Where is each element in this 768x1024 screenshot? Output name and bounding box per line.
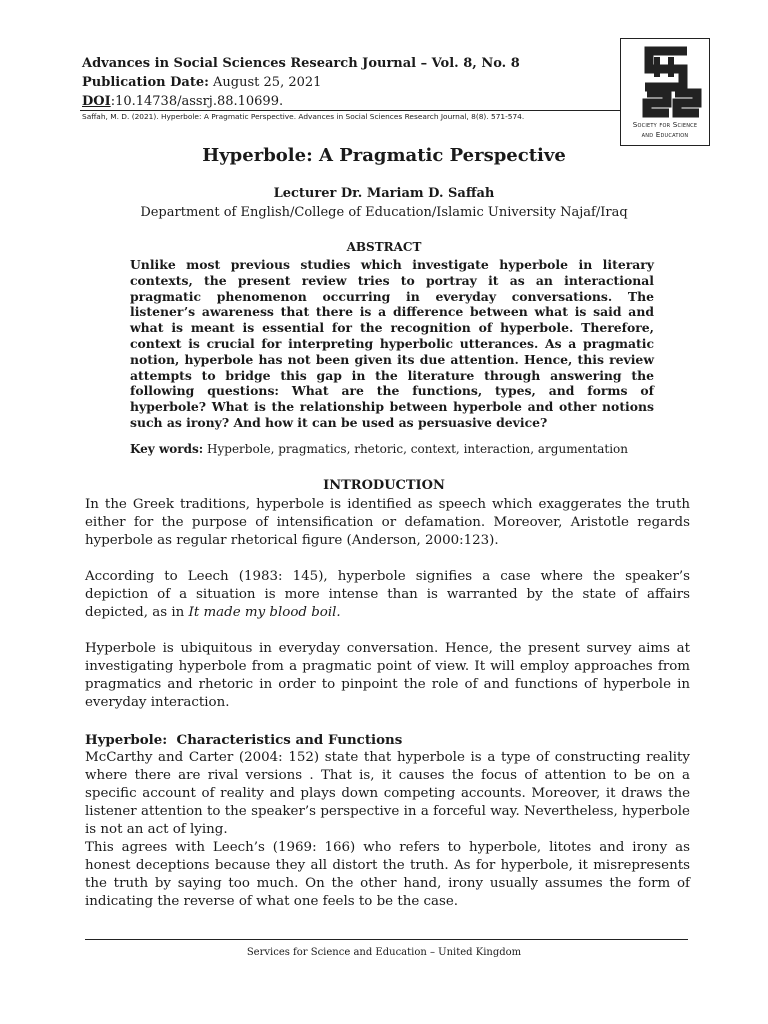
- keywords-label: Key words:: [130, 442, 204, 456]
- logo-caption: [621, 120, 709, 139]
- keywords-value: Hyperbole, pragmatics, rhetoric, context, interaction, argumentation: [207, 442, 629, 456]
- intro-paragraph-2-text: According to Leech (1983: 145), hyperbole signifies a case where the speaker’s depiction of a situation is more intense than is warranted by the state of affairs depicted, as in: [85, 569, 690, 620]
- logo-caption-line1: Society for Science: [632, 120, 698, 129]
- abstract-text: Unlike most previous studies which investigate hyperbole in literary contexts, the present review tries to portray it as an interactional pragmatic phenomenon occurring in everyday conversations. The listener’s awareness that there is a difference between what is said and what is meant is essential for the recognition of hyperbole. Therefore, context is crucial for interpreting hyperbolic utterances. As a pragmatic notion, hyperbole has not been given its due attention. Hence, this review attempts to bridge this gap in the literature through answering the following questions: What are the functions, types, and forms of hyperbole? What is the relationship between hyperbole and other notions such as irony? And how it can be used as persuasive device?: [130, 257, 654, 430]
- footer-rule: [85, 939, 688, 940]
- section-paragraph-1: McCarthy and Carter (2004: 152) state that hyperbole is a type of constructing reality where there are rival versions . That is, it causes the focus of attention to be on a specific account of reality and plays down competing accounts. Moreover, it draws the listener attention to the speaker’s perspective in a forceful way. Nevertheless, hyperbole is not an act of lying.: [85, 750, 690, 837]
- logo-caption-line2: and Education: [641, 129, 689, 139]
- publication-date-label: Publication Date:: [82, 75, 209, 90]
- journal-header: [82, 54, 617, 121]
- author-affiliation: Department of English/College of Education/Islamic University Najaf/Iraq: [140, 205, 628, 220]
- journal-title: Advances in Social Sciences Research Journal – Vol. 8, No. 8: [82, 56, 520, 71]
- keywords: [130, 442, 690, 456]
- introduction-heading: INTRODUCTION: [323, 478, 445, 493]
- abstract-heading: ABSTRACT: [346, 240, 422, 254]
- intro-paragraph-3: Hyperbole is ubiquitous in everyday conversation. Hence, the present survey aims at investigating hyperbole from a pragmatic point of view. It will employ approaches from pragmatics and rhetoric in order to pinpoint the role of and functions of hyperbole in everyday interaction.: [85, 641, 690, 710]
- header-rule: [80, 110, 620, 111]
- doi-link[interactable]: :10.14738/assrj.88.10699.: [110, 94, 284, 109]
- publication-date-value: August 25, 2021: [213, 75, 322, 90]
- doi-line: [82, 92, 617, 111]
- author-name: Lecturer Dr. Mariam D. Saffah: [273, 186, 495, 201]
- intro-paragraph-2-example: It made my blood boil.: [188, 605, 341, 620]
- page-footer: Services for Science and Education – United Kingdom: [246, 947, 522, 958]
- intro-paragraph-1: In the Greek traditions, hyperbole is identified as speech which exaggerates the truth either for the purpose of intensification or defamation. Moreover, Aristotle regards hyperbole as regular rhetorical figure (Anderson, 2000:123).: [85, 497, 690, 548]
- doi-label: DOI: [82, 94, 111, 109]
- section-paragraph-2: This agrees with Leech’s (1969: 166) who refers to hyperbole, litotes and irony as honest deceptions because they all distort the truth. As for hyperbole, it misrepresents the truth by saying too much. On the other hand, irony usually assumes the form of indicating the reverse of what one feels to be the case.: [85, 840, 690, 909]
- section-heading: Hyperbole: Characteristics and Functions: [85, 732, 403, 748]
- citation-line: Saffah, M. D. (2021). Hyperbole: A Pragmatic Perspective. Advances in Social Sciences Research Journal, 8(8). 571-574.: [82, 112, 525, 121]
- publication-date: [82, 73, 617, 92]
- article-title: Hyperbole: A Pragmatic Perspective: [202, 145, 566, 166]
- sse-logo-icon: [627, 43, 705, 119]
- intro-paragraph-2: [85, 568, 690, 622]
- society-logo: [620, 38, 710, 146]
